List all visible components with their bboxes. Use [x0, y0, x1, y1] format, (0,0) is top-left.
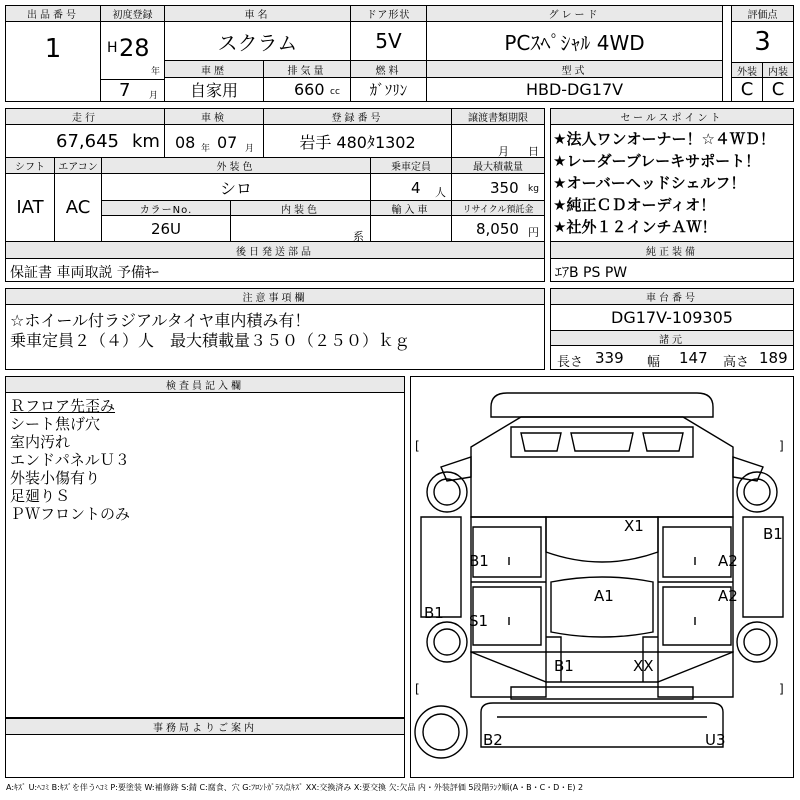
fuel-header: 燃料 — [350, 60, 427, 78]
fuel: ｶﾞｿﾘﾝ — [350, 77, 427, 102]
mileage-unit: km — [132, 131, 160, 152]
reg-year-unit: 年 — [151, 67, 161, 77]
displacement — [263, 77, 351, 102]
score: 3 — [731, 21, 794, 63]
first-reg-header: 初度登録 — [100, 5, 165, 22]
mileage — [5, 124, 165, 158]
dims-header: 諸元 — [550, 330, 794, 346]
reg-month-unit: 月 — [149, 91, 159, 101]
lot-header: 出品番号 — [5, 5, 101, 22]
sales-header: セールスポイント — [550, 108, 794, 125]
damage-mark-b2: B2 — [483, 731, 503, 749]
sales-point: ★社外１２インチＡＷ！ — [553, 218, 717, 236]
exterior-header: 外装 — [731, 62, 763, 78]
transfer — [451, 124, 545, 158]
insp-month-unit: 月 — [245, 144, 255, 154]
shift: IAT — [5, 173, 55, 242]
inspector-line: 室内汚れ — [10, 433, 71, 451]
regno-header: 登録番号 — [263, 108, 452, 125]
dimensions — [550, 345, 794, 370]
car-name-header: 車名 — [164, 5, 351, 22]
model: HBD-DG17V — [426, 77, 723, 102]
grade-header: グレード — [426, 5, 723, 22]
chassis-number: DG17V-109305 — [550, 304, 794, 331]
inspector-line: 足廻りＳ — [10, 487, 71, 505]
notes-header: 注意事項欄 — [5, 288, 545, 305]
import-header: 輸入車 — [370, 200, 452, 216]
history-header: 車歴 — [164, 60, 264, 78]
equipment-text: ｴｱB PS PW — [555, 265, 628, 281]
accessories-header: 後日発送部品 — [5, 241, 545, 259]
import — [370, 215, 452, 242]
transfer-month: 月 — [498, 145, 509, 158]
transfer-day: 日 — [528, 145, 539, 158]
color-header: 外装色 — [101, 157, 371, 174]
car-outline — [411, 377, 793, 777]
damage-mark-xx: XX — [633, 657, 654, 675]
history: 自家用 — [164, 77, 264, 102]
exterior-grade: C — [731, 77, 763, 102]
displacement-value: 660 — [294, 80, 325, 99]
inspector-notes — [5, 392, 405, 718]
office-header: 事務局よりご案内 — [5, 718, 405, 735]
insp-year-unit: 年 — [201, 144, 211, 154]
damage-mark-a2: A2 — [718, 587, 738, 605]
intcolor-suffix: 系 — [353, 230, 364, 242]
damage-mark-a2: A2 — [718, 552, 738, 570]
transfer-header: 譲渡書類期限 — [451, 108, 545, 125]
damage-mark-a1: A1 — [594, 587, 614, 605]
damage-mark-b1: B1 — [424, 604, 444, 622]
mileage-value: 67,645 — [56, 131, 119, 152]
regno: 岩手 480ﾀ1302 — [263, 124, 452, 158]
sales-point: ★オーバーヘッドシェルフ！ — [553, 174, 746, 192]
recycle-value: 8,050 — [476, 220, 519, 238]
capacity-value: 4 — [411, 179, 421, 197]
bracket-right: ] — [779, 439, 784, 453]
damage-mark-s1: S1 — [469, 612, 489, 630]
era: H — [107, 40, 118, 56]
damage-diagram — [410, 376, 794, 778]
capacity-header: 乗車定員 — [370, 157, 452, 174]
width: 147 — [679, 349, 708, 367]
colorno-header: カラーNo. — [101, 200, 231, 216]
load-header: 最大積載量 — [451, 157, 545, 174]
equipment-header: 純正装備 — [550, 241, 794, 259]
sales-point: ★レーダーブレーキサポート！ — [553, 152, 761, 170]
interior-header: 内装 — [762, 62, 794, 78]
equipment — [550, 258, 794, 282]
score-header: 評価点 — [731, 5, 794, 22]
inspector-line: シート焦げ穴 — [10, 415, 101, 433]
capacity — [370, 173, 452, 201]
doors: 5V — [350, 21, 427, 61]
height-label: 高さ — [723, 355, 750, 370]
capacity-unit: 人 — [435, 186, 446, 199]
accessories — [5, 258, 545, 282]
ac: AC — [54, 173, 102, 242]
doors-header: ドア形状 — [350, 5, 427, 22]
bracket-left: [ — [415, 682, 420, 696]
damage-mark-b1: B1 — [763, 525, 783, 543]
load-value: 350 — [490, 179, 519, 197]
insp-month: 07 — [217, 133, 238, 152]
recycle — [451, 215, 545, 242]
mileage-header: 走行 — [5, 108, 165, 125]
insp-year: 08 — [175, 133, 196, 152]
reg-month: 7 — [119, 80, 131, 101]
load-unit: kg — [528, 184, 539, 194]
reg-year: 28 — [119, 34, 150, 62]
inspector-line: ＰＷフロントのみ — [10, 505, 131, 523]
sales-point: ★純正ＣＤオーディオ！ — [553, 196, 716, 214]
inspection-header: 車検 — [164, 108, 264, 125]
car-name: スクラム — [164, 21, 351, 61]
length-label: 長さ — [557, 355, 584, 370]
recycle-unit: 円 — [528, 226, 539, 239]
first-reg-value — [100, 21, 165, 80]
damage-mark-b1: B1 — [554, 657, 574, 675]
ac-header: エアコン — [54, 157, 102, 174]
intcolor — [230, 215, 371, 242]
sales-points — [550, 124, 794, 242]
inspector-header: 検査員記入欄 — [5, 376, 405, 393]
width-label: 幅 — [647, 355, 661, 370]
legend: A:ｷｽﾞ U:ﾍｺﾐ B:ｷｽﾞを伴うﾍｺﾐ P:要塗装 W:補修跡 S:錆 C:腐食、穴 G:ﾌﾛﾝﾄｶﾞﾗｽ点ｷｽﾞ XX:交換済み X:要交換 欠:欠品 内・外装評価 5段階ﾗﾝｸ順(A・B・C・D・E) 2 — [6, 783, 584, 792]
bracket-left: [ — [415, 439, 420, 453]
color: シロ — [101, 173, 371, 201]
chassis-header: 車台番号 — [550, 288, 794, 305]
accessories-text: 保証書 車両取説 予備ｷｰ — [10, 265, 159, 281]
intcolor-header: 内装色 — [230, 200, 371, 216]
shift-header: シフト — [5, 157, 55, 174]
interior-grade: C — [762, 77, 794, 102]
model-header: 型式 — [426, 60, 723, 78]
note-line: ☆ホイール付ラジアルタイヤ車内積み有！ — [10, 311, 311, 330]
displacement-unit: cc — [330, 87, 340, 97]
sales-point: ★法人ワンオーナー！☆４ＷＤ！ — [553, 130, 775, 148]
damage-mark-u3: U3 — [705, 731, 726, 749]
height: 189 — [759, 349, 788, 367]
colorno: 26U — [101, 215, 231, 242]
inspector-line: エンドパネルＵ３ — [10, 451, 130, 469]
damage-mark-b1: B1 — [469, 552, 489, 570]
inspection — [164, 124, 264, 158]
bracket-right: ] — [779, 682, 784, 696]
damage-mark-x1: X1 — [624, 517, 644, 535]
displacement-header: 排気量 — [263, 60, 351, 78]
first-reg-month — [100, 79, 165, 102]
inspector-line: 外装小傷有り — [10, 469, 101, 487]
note-line: 乗車定員２（４）人 最大積載量３５０（２５０）ｋｇ — [10, 331, 411, 350]
notes — [5, 304, 545, 370]
load — [451, 173, 545, 201]
recycle-header: リサイクル預託金 — [451, 200, 545, 216]
length: 339 — [595, 349, 624, 367]
office-notes — [5, 734, 405, 778]
inspector-line: Ｒフロア先歪み — [10, 397, 116, 415]
lot-number: 1 — [5, 21, 101, 102]
grade: PCｽﾍﾟｼｬﾙ 4WD — [426, 21, 723, 61]
